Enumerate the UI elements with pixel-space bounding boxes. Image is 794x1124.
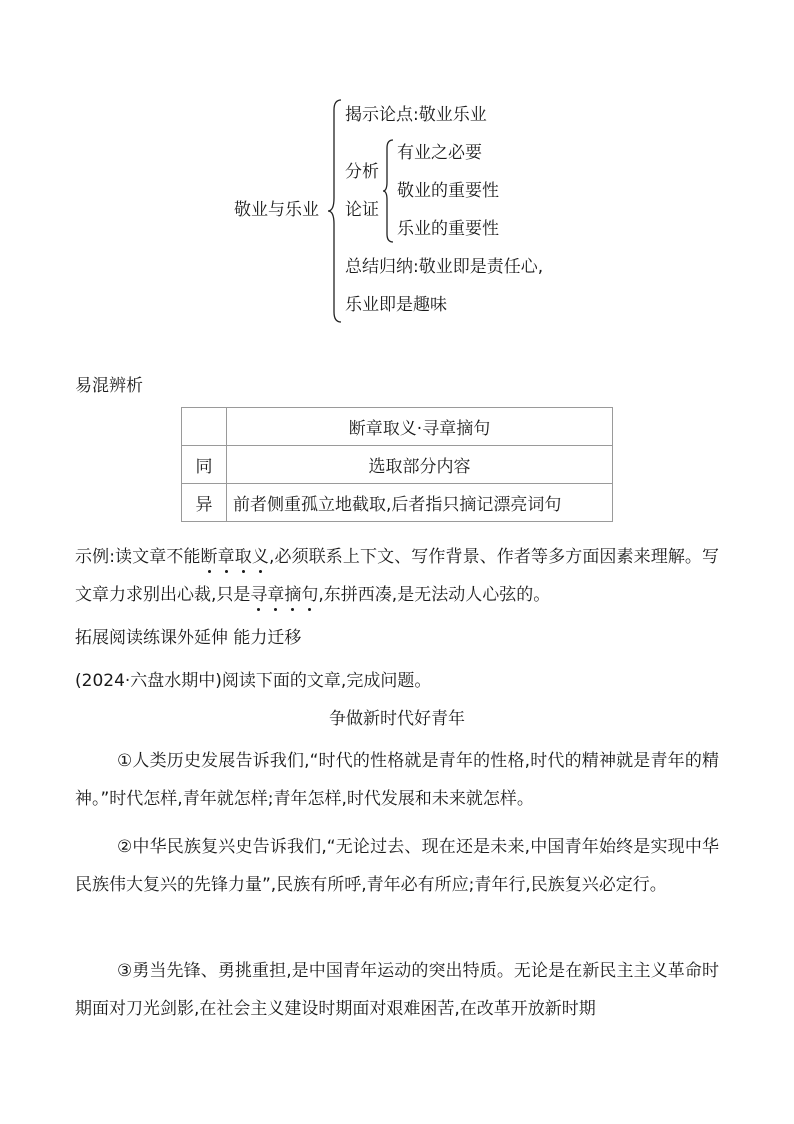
example-term-2: 寻章摘句 xyxy=(250,585,319,605)
diagram-branch-3-line-2: 乐业即是趣味 xyxy=(345,295,447,315)
diagram-branch-2-label-1: 分析 xyxy=(345,162,379,182)
table-cell: 选取部分内容 xyxy=(227,446,613,484)
table-cell: 异 xyxy=(182,484,227,522)
article-paragraph-3: ③勇当先锋、勇挑重担,是中国青年运动的突出特质。无论是在新民主主义革命时期面对刀光剑影,在社会主义建设时期面对艰难困苦,在改革开放新时期 xyxy=(75,961,719,1019)
table-cell: 前者侧重孤立地截取,后者指只摘记漂亮词句 xyxy=(227,484,613,522)
example-paragraph xyxy=(75,538,719,614)
table-cell xyxy=(182,408,227,446)
table-row xyxy=(182,484,613,522)
example-text: ,东拼西凑,是无法动人心弦的。 xyxy=(318,585,551,605)
diagram-branch-1: 揭示论点:敬业乐业 xyxy=(345,105,487,125)
table-cell: 同 xyxy=(182,446,227,484)
article-paragraph-2: ②中华民族复兴史告诉我们,“无论过去、现在还是未来,中国青年始终是实现中华民族伟大复兴的先锋力量”,民族有所呼,青年必有所应;青年行,民族复兴必定行。 xyxy=(75,837,719,895)
outer-brace xyxy=(326,98,344,324)
example-text: ,必须联系上下文、写作背景、作者等多方面因素来理解。写文章力求别出心裁,只是 xyxy=(75,547,720,605)
table-row xyxy=(182,446,613,484)
confusion-heading: 易混辨析 xyxy=(75,376,143,396)
article-paragraph-1: ①人类历史发展告诉我们,“时代的性格就是青年的性格,时代的精神就是青年的精神。”时代怎样,青年就怎样;青年怎样,时代发展和未来就怎样。 xyxy=(75,751,719,809)
table-row xyxy=(182,408,613,446)
comparison-table xyxy=(181,407,613,522)
diagram-sub-item-2: 敬业的重要性 xyxy=(397,181,499,201)
table-header-cell: 断章取义·寻章摘句 xyxy=(227,408,613,446)
example-term-1: 断章取义 xyxy=(200,547,269,567)
diagram-branch-2-label-2: 论证 xyxy=(345,200,379,220)
diagram-sub-item-3: 乐业的重要性 xyxy=(397,219,499,239)
extension-heading: 拓展阅读练课外延伸 能力迁移 xyxy=(75,628,302,648)
article-title: 争做新时代好青年 xyxy=(329,709,465,729)
diagram-sub-item-1: 有业之必要 xyxy=(397,143,482,163)
diagram-branch-3-line-1: 总结归纳:敬业即是责任心, xyxy=(345,257,544,277)
example-text: 示例:读文章不能 xyxy=(75,547,201,567)
source-line: (2024·六盘水期中)阅读下面的文章,完成问题。 xyxy=(75,671,432,691)
inner-brace xyxy=(381,138,395,244)
diagram-root: 敬业与乐业 xyxy=(234,200,319,220)
